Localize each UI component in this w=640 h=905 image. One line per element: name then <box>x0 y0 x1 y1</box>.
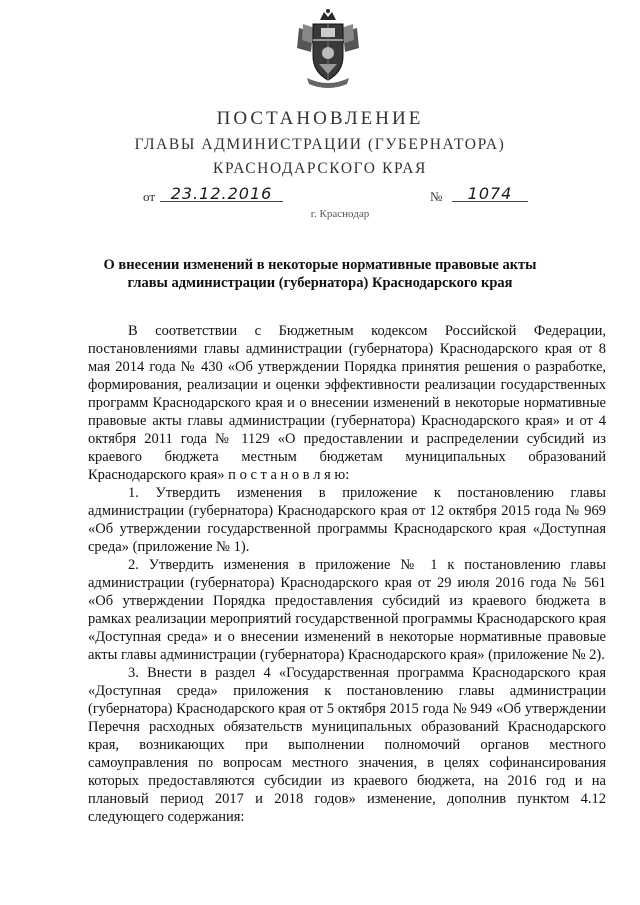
preamble-paragraph: В соответствии с Бюджетным кодексом Российской Федерации, постановлениями главы администрации (губернатора) Краснодарского края от 8 мая 2014 года № 430 «Об утверждении Порядка принятия решения о разработке, формирования, реализации и оценки эффективности реализации государственных программ Краснодарского края и о внесении изменений в некоторые нормативные правовые акты главы администрации (губернатора) Краснодарского края» и от 4 октября 2011 года № 1129 «О предоставлении и распределении субсидий из краевого бюджета местным бюджетам муниципальных образований Краснодарского края» п о с т а н о в л я ю: <box>88 323 606 483</box>
document-number: 1074 <box>467 184 513 203</box>
region-heading: КРАСНОДАРСКОГО КРАЯ <box>213 160 427 177</box>
city-label: г. Краснодар <box>310 208 370 220</box>
issuer-heading: ГЛАВЫ АДМИНИСТРАЦИИ (ГУБЕРНАТОРА) <box>134 136 506 153</box>
clause-paragraph: 1. Утвердить изменения в приложение к постановлению главы администрации (губернатора) Краснодарского края от 12 октября 2015 года № 969 «Об утверждении государственной программы Краснодарского края «Доступная среда» (приложение № 1). <box>88 485 606 555</box>
date-prefix: от <box>143 189 156 204</box>
document-date: 23.12.2016 <box>170 184 273 203</box>
clause-paragraph: 2. Утвердить изменения в приложение № 1 к постановлению главы администрации (губернатора) Краснодарского края от 29 июля 2016 года № 561 «Об утверждении Порядка предоставления субсидий из краевого бюджета в рамках реализации мероприятий государственной программы Краснодарского края «Доступная среда» и о внесении изменений в некоторые нормативные правовые акты главы администрации (губернатора) Краснодарского края» (приложение № 2). <box>88 557 606 663</box>
document-title: О внесении изменений в некоторые нормативные правовые акты главы администрации (губернатора) Краснодарского края <box>103 257 537 291</box>
clause-paragraph: 3. Внести в раздел 4 «Государственная программа Краснодарского края «Доступная среда» приложения к постановлению главы администрации (губернатора) Краснодарского края от 5 октября 2015 года № 949 «Об утверждении Перечня расходных обязательств муниципальных образований Краснодарского края, возникающих при выполнении полномочий органов местного самоуправления по вопросам местного значения, в целях софинансирования которых предоставляются субсидии из краевого бюджета, на 2016 год и на плановый период 2017 и 2018 годов» изменение, дополнив пунктом 4.12 следующего содержания: <box>88 665 606 825</box>
document-body <box>88 322 606 826</box>
document-type-heading: ПОСТАНОВЛЕНИЕ <box>216 108 424 129</box>
coat-of-arms-icon <box>293 8 363 90</box>
number-prefix: № <box>430 189 443 204</box>
date-number-row <box>0 186 640 208</box>
